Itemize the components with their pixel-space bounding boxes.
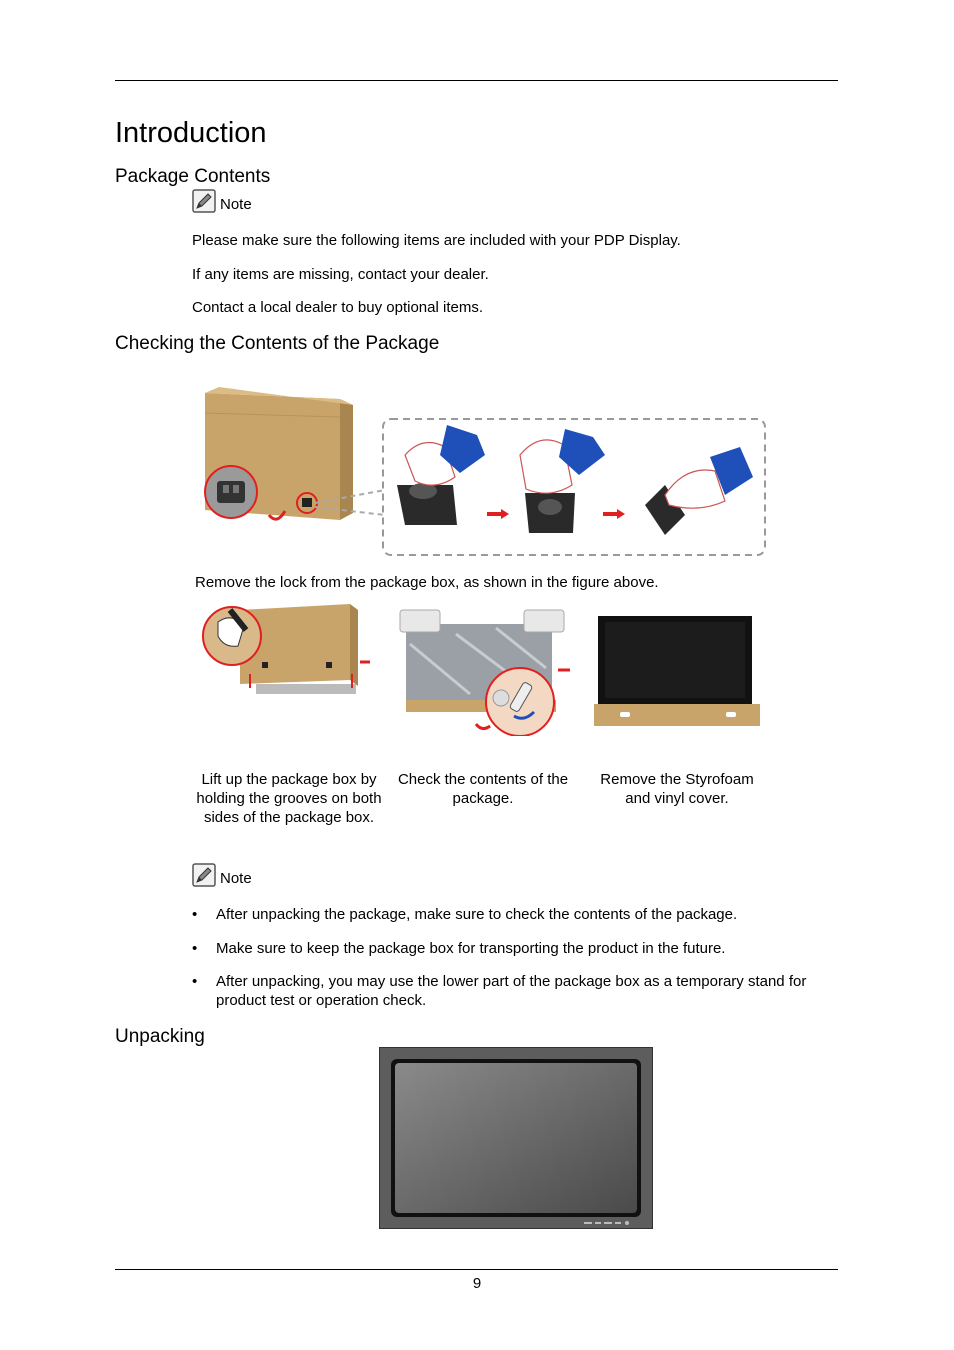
figure1-caption: Remove the lock from the package box, as shown in the figure above. <box>195 574 659 591</box>
bullet-marker: • <box>192 906 198 923</box>
step-caption-lift: Lift up the package box by holding the grooves on both sides of the package box. <box>196 771 382 826</box>
note-block <box>192 863 252 887</box>
section-heading-unpacking: Unpacking <box>115 1026 205 1047</box>
unpacked-display-illustration <box>379 1047 654 1230</box>
note-line: If any items are missing, contact your dealer. <box>192 266 489 283</box>
list-item <box>192 972 842 1010</box>
bullet-marker: • <box>192 973 198 990</box>
red-arrow <box>617 509 625 519</box>
note-line: Contact a local dealer to buy optional items. <box>192 299 483 316</box>
bullet-text: Make sure to keep the package box for transporting the product in the future. <box>216 940 726 957</box>
section-heading-checking: Checking the Contents of the Package <box>115 333 440 354</box>
lock-removal-figure <box>195 385 775 563</box>
lift-box-illustration <box>200 602 372 702</box>
step-caption-remove: Remove the Styrofoam and vinyl cover. <box>600 771 754 807</box>
note-icon <box>192 189 216 213</box>
note-block <box>192 189 252 213</box>
note-icon <box>192 863 216 887</box>
package-contents-illustration <box>396 604 572 736</box>
list-item <box>192 905 842 924</box>
display-on-box-illustration <box>592 614 762 728</box>
red-arrow <box>501 509 509 519</box>
bullet-text: After unpacking the package, make sure to check the contents of the package. <box>216 906 738 923</box>
page-title: Introduction <box>115 117 267 149</box>
list-item <box>192 939 842 958</box>
note-label: Note <box>220 196 252 213</box>
footer-rule <box>115 1269 838 1270</box>
header-rule <box>115 80 838 81</box>
bullet-text: After unpacking, you may use the lower part of the package box as a temporary stand for product test or operation check. <box>216 973 807 1009</box>
page-number: 9 <box>472 1275 482 1292</box>
note-line: Please make sure the following items are included with your PDP Display. <box>192 232 681 249</box>
note-label: Note <box>220 870 252 887</box>
step-caption-check: Check the contents of the package. <box>397 771 569 807</box>
section-heading-package-contents: Package Contents <box>115 166 271 187</box>
bullet-marker: • <box>192 940 198 957</box>
